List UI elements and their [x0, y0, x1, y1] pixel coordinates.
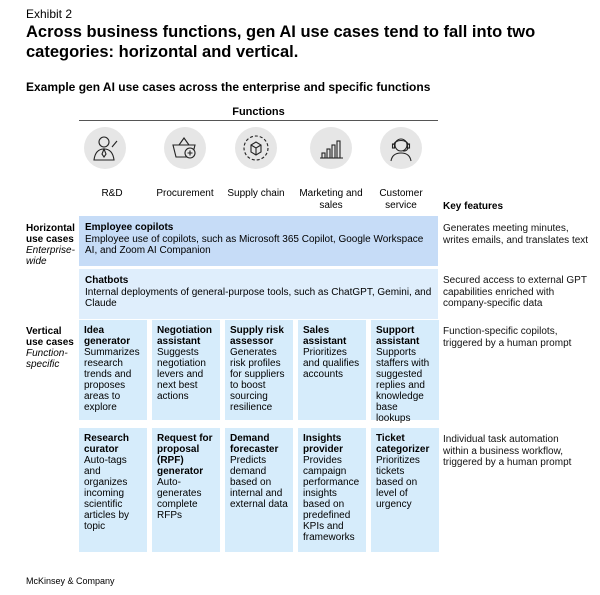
horizontal-subtitle: Enterprise-wide — [26, 245, 75, 267]
chatbots-title: Chatbots — [85, 275, 129, 286]
use-case-cell — [152, 428, 220, 552]
cell-title: Ticket categorizer — [376, 433, 430, 455]
use-case-cell — [371, 428, 439, 552]
cell-desc: Prioritizes tickets based on level of urgency — [376, 455, 420, 510]
function-label-customer-service: Customer service — [379, 188, 423, 211]
row2-feature: Individual task automation within a business workflow, triggered by a human prompt — [443, 434, 572, 468]
copilots-feature: Generates meeting minutes, writes emails, and translates text — [443, 223, 589, 246]
bar-chart-icon — [310, 127, 352, 169]
copilots-title: Employee copilots — [85, 222, 174, 233]
chatbots-feature: Secured access to external GPT capabilities enriched with company-specific data — [443, 275, 587, 309]
cell-desc: Provides campaign performance insights based on predefined KPIs and frameworks — [303, 455, 360, 543]
supply-chain-icon — [235, 127, 277, 169]
cell-title: Idea generator — [84, 325, 131, 347]
use-case-cell — [79, 428, 147, 552]
cell-title: Request for proposal (RPF) generator — [157, 433, 213, 477]
cell-title: Insights provider — [303, 433, 344, 455]
use-case-cell — [225, 428, 293, 552]
footer-brand: McKinsey & Company — [26, 576, 115, 586]
exhibit-label: Exhibit 2 — [26, 7, 73, 21]
cell-title: Support assistant — [376, 325, 420, 347]
function-label-marketing-sales: Marketing and sales — [299, 188, 363, 211]
cell-desc: Generates risk profiles for suppliers to boost sourcing resilience — [230, 347, 285, 413]
cell-title: Sales assistant — [303, 325, 347, 347]
use-case-cell — [152, 320, 220, 420]
employee-copilots-box — [79, 216, 438, 266]
row1-feature: Function-specific copilots, triggered by a human prompt — [443, 326, 572, 349]
use-case-cell — [298, 320, 366, 420]
horizontal-label — [26, 223, 76, 267]
use-case-cell — [371, 320, 439, 424]
cell-desc: Supports staffers with suggested replies and knowledge base lookups — [376, 347, 430, 424]
use-case-cell — [225, 320, 293, 420]
use-case-cell — [298, 428, 366, 552]
cell-desc: Auto-generates complete RFPs — [157, 477, 202, 521]
shopping-basket-icon — [164, 127, 206, 169]
function-label-rnd: R&D — [101, 188, 123, 199]
chatbots-box — [79, 269, 438, 319]
function-label-procurement: Procurement — [156, 188, 214, 199]
functions-header: Functions — [232, 106, 285, 118]
page-title: Across business functions, gen AI use cases tend to fall into two categories: horizontal and vertical. — [26, 23, 536, 61]
cell-title: Demand forecaster — [230, 433, 279, 455]
cell-desc: Prioritizes and qualifies accounts — [303, 347, 360, 380]
functions-divider — [79, 120, 438, 121]
vertical-subtitle: Function-specific — [26, 348, 68, 370]
horizontal-title: Horizontal use cases — [26, 223, 75, 245]
cell-desc: Suggests negotiation levers and next best actions — [157, 347, 206, 402]
key-features-header: Key features — [443, 201, 504, 212]
cell-desc: Summarizes research trends and proposes areas to explore — [84, 347, 140, 413]
use-case-cell — [79, 320, 147, 420]
function-label-supply-chain: Supply chain — [227, 188, 285, 199]
cell-title: Negotiation assistant — [157, 325, 212, 347]
cell-title: Supply risk assessor — [230, 325, 284, 347]
scientist-icon — [84, 127, 126, 169]
cell-desc: Predicts demand based on internal and external data — [230, 455, 288, 510]
copilots-desc: Employee use of copilots, such as Microsoft 365 Copilot, Google Workspace AI, and Zoom AI Companion — [85, 234, 424, 256]
cell-title: Research curator — [84, 433, 130, 455]
subtitle: Example gen AI use cases across the enterprise and specific functions — [26, 80, 431, 94]
headset-agent-icon — [380, 127, 422, 169]
chatbots-desc: Internal deployments of general-purpose tools, such as ChatGPT, Gemini, and Claude — [85, 287, 432, 309]
vertical-label — [26, 326, 76, 370]
vertical-title: Vertical use cases — [26, 326, 74, 348]
cell-desc: Auto-tags and organizes incoming scientific articles by topic — [84, 455, 130, 532]
